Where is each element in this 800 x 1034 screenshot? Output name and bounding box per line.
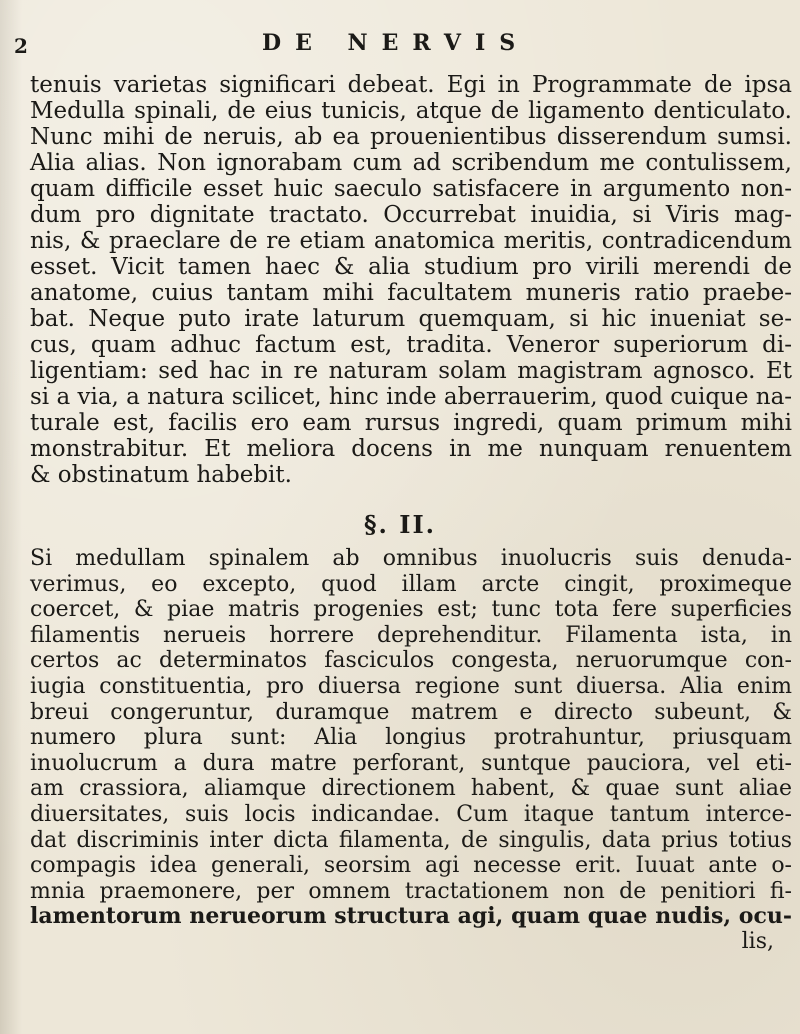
text-line: diuersitates, suis locis indicandae. Cum itaque tantum interce- xyxy=(30,801,792,827)
text-line: verimus, eo excepto, quod illam arcte cingit, proximeque xyxy=(30,571,792,597)
text-line: certos ac determinatos fasciculos congesta, neruorumque con- xyxy=(30,648,792,674)
text-line: tenuis varietas significari debeat. Egi in Programmate de ipsa xyxy=(30,72,792,98)
text-line: anatome, cuius tantam mihi facultatem muneris ratio praebe- xyxy=(30,280,792,306)
page-number: 2 xyxy=(14,34,28,58)
paragraph-2 xyxy=(30,546,792,954)
catchword: lis, xyxy=(741,928,774,954)
text-line: Nunc mihi de neruis, ab ea prouenientibus disserendum sumsi. xyxy=(30,124,792,150)
text-line: ligentiam: sed hac in re naturam solam magistram agnosco. Et xyxy=(30,358,792,384)
text-line: mnia praemonere, per omnem tractationem non de penitiori fi- xyxy=(30,878,792,904)
text-line: dum pro dignitate tractato. Occurrebat inuidia, si Viris mag- xyxy=(30,202,792,228)
paragraph-1 xyxy=(30,72,792,488)
text-line: esset. Vicit tamen haec & alia studium pro virili merendi de xyxy=(30,254,792,280)
text-line: quam difficile esset huic saeculo satisfacere in argumento non- xyxy=(30,176,792,202)
text-line: dat discriminis inter dicta filamenta, de singulis, data prius totius xyxy=(30,827,792,853)
text-line: filamentis nerueis horrere deprehenditur. Filamenta ista, in xyxy=(30,622,792,648)
text-line: iugia constituentia, pro diuersa regione sunt diuersa. Alia enim xyxy=(30,673,792,699)
section-heading: §. II. xyxy=(363,510,437,539)
text-line: & obstinatum habebit. xyxy=(30,462,292,488)
text-line: turale est, facilis ero eam rursus ingredi, quam primum mihi xyxy=(30,410,792,436)
text-line: breui congeruntur, duramque matrem e directo subeunt, & xyxy=(30,699,792,725)
text-line: nis, & praeclare de re etiam anatomica meritis, contradicendum xyxy=(30,228,792,254)
text-line: numero plura sunt: Alia longius protrahuntur, priusquam xyxy=(30,725,792,751)
text-line: am crassiora, aliamque directionem habent, & quae sunt aliae xyxy=(30,776,792,802)
text-line: Alia alias. Non ignorabam cum ad scribendum me contulissem, xyxy=(30,150,792,176)
text-line: Medulla spinali, de eius tunicis, atque de ligamento denticulato. xyxy=(30,98,792,124)
text-line: coercet, & piae matris progenies est; tunc tota fere superficies xyxy=(30,597,792,623)
text-line: lamentorum neruеorum structura agi, quam quae nudis, ocu- xyxy=(30,903,792,930)
text-line: compagis idea generali, seorsim agi necesse erit. Iuuat ante o- xyxy=(30,853,792,879)
text-line: monstrabitur. Et meliora docens in me nunquam renuentem xyxy=(30,436,792,462)
text-line: si a via, a natura scilicet, hinc inde aberrauerim, quod cuique na- xyxy=(30,384,793,410)
running-head: DE NERVIS xyxy=(262,30,530,56)
text-line: bat. Neque puto irate laturum quemquam, si hic inueniat se- xyxy=(30,306,792,332)
text-line: cus, quam adhuc factum est, tradita. Veneror superiorum di- xyxy=(30,332,792,358)
text-line: inuolucrum a dura matre perforant, suntque pauciora, vel eti- xyxy=(30,750,792,776)
text-line: Si medullam spinalem ab omnibus inuolucris suis denuda- xyxy=(30,546,792,571)
